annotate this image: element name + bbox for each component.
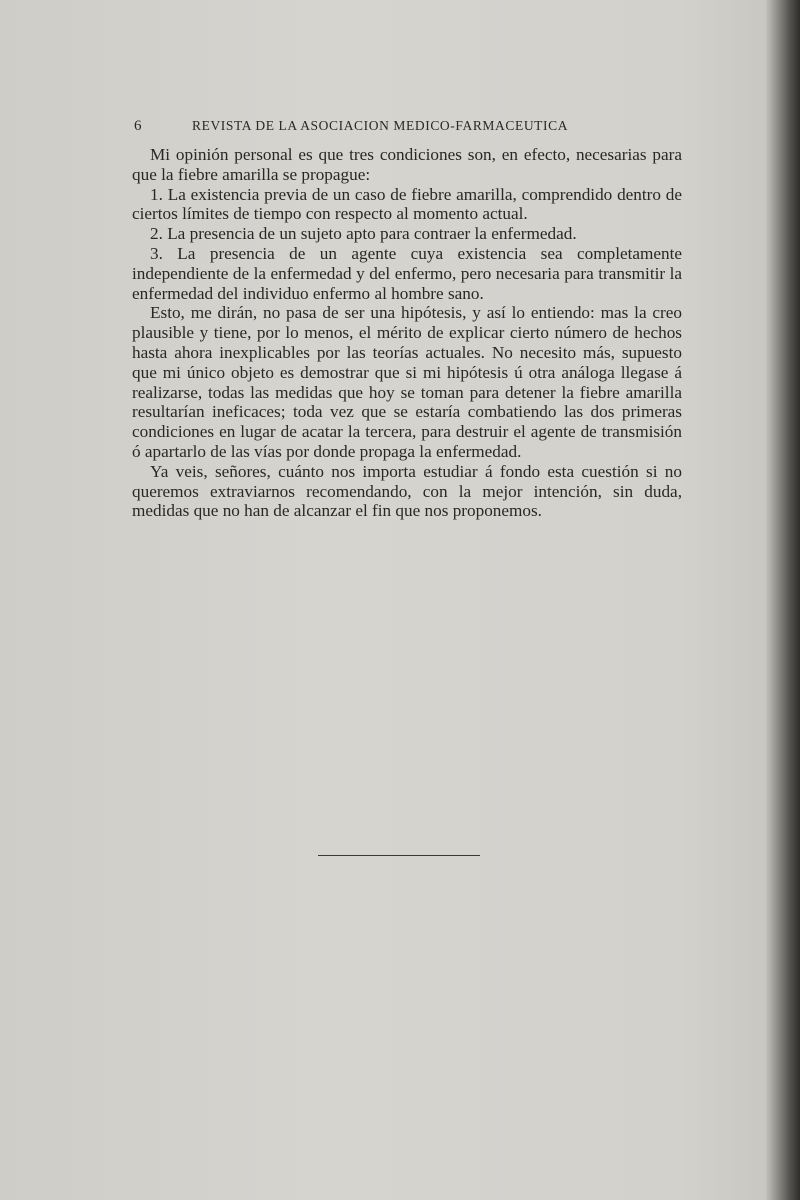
paragraph-intro: Mi opinión personal es que tres condiciones son, en efecto, necesarias para que la fiebre amarilla se propague: <box>132 145 682 184</box>
book-spine-shadow <box>766 0 800 1200</box>
paragraph-conclusion: Ya veis, señores, cuánto nos importa estudiar á fondo esta cuestión si no queremos extraviarnos recomendando, con la mejor intención, sin duda, medidas que no han de alcanzar el fin que nos proponemos. <box>132 461 682 521</box>
paragraph-condition-3: 3. La presencia de un agente cuya existencia sea completamente independiente de la enfermedad y del enfermo, pero necesaria para transmitir la enfermedad del individuo enfermo al hombre sano. <box>132 243 682 303</box>
paragraph-hypothesis: Esto, me dirán, no pasa de ser una hipótesis, y así lo entiendo: mas la creo plausible y tiene, por lo menos, el mérito de explicar cierto número de hechos hasta ahora inexplicables por las teorías actuales. No necesito más, supuesto que mi único objeto es demostrar que si mi hipótesis ú otra análoga llegase á realizarse, todas las medidas que hoy se toman para detener la fiebre amarilla resultarían ineficaces; toda vez que se estaría combatiendo las dos primeras condiciones en lugar de acatar la tercera, para destruir el agente de transmisión ó apartarlo de las vías por donde propaga la enfermedad. <box>132 303 682 461</box>
running-head: REVISTA DE LA ASOCIACION MEDICO-FARMACEUTICA <box>192 118 569 133</box>
body-text <box>132 145 682 521</box>
section-end-rule <box>318 855 480 856</box>
page-header <box>134 118 694 138</box>
page-number: 6 <box>134 118 142 134</box>
paragraph-condition-1: 1. La existencia previa de un caso de fiebre amarilla, comprendido dentro de ciertos límites de tiempo con respecto al momento actual. <box>132 184 682 224</box>
paragraph-condition-2: 2. La presencia de un sujeto apto para contraer la enfermedad. <box>150 224 577 244</box>
